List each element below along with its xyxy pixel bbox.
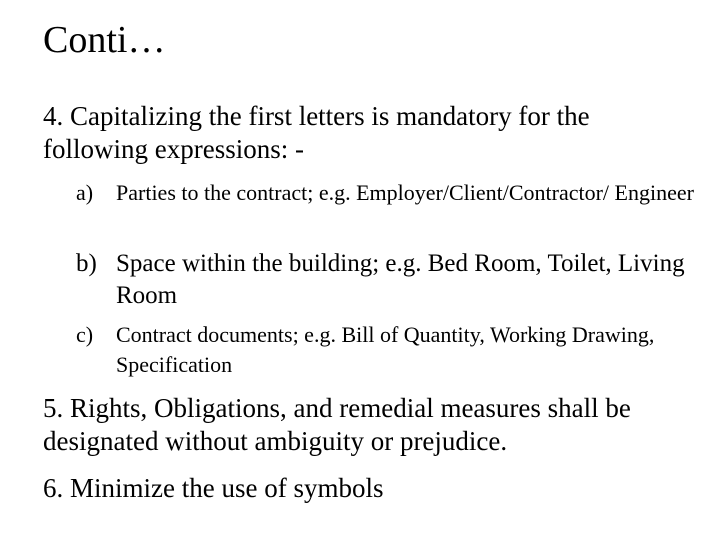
subitem-a-marker: a) — [76, 180, 94, 205]
point-6: 6. Minimize the use of symbols — [43, 473, 384, 503]
subitem-b-text: Space within the building; e.g. Bed Room, Toilet, Living Room — [116, 250, 685, 309]
subitem-b — [76, 248, 696, 312]
subitem-c-marker: c) — [76, 322, 94, 347]
subitem-c-text: Contract documents; e.g. Bill of Quantity, Working Drawing, Specification — [116, 322, 655, 377]
point-5: 5. Rights, Obligations, and remedial measures shall be designated without ambiguity or prejudice. — [43, 393, 631, 456]
subitem-c — [76, 320, 696, 380]
subitem-a — [76, 178, 696, 208]
slide-title: Conti… — [43, 19, 166, 61]
point-4: 4. Capitalizing the first letters is mandatory for the following expressions: - — [43, 101, 590, 164]
subitem-a-text: Parties to the contract; e.g. Employer/Client/Contractor/ Engineer — [116, 180, 694, 205]
subitem-b-marker: b) — [76, 250, 97, 277]
